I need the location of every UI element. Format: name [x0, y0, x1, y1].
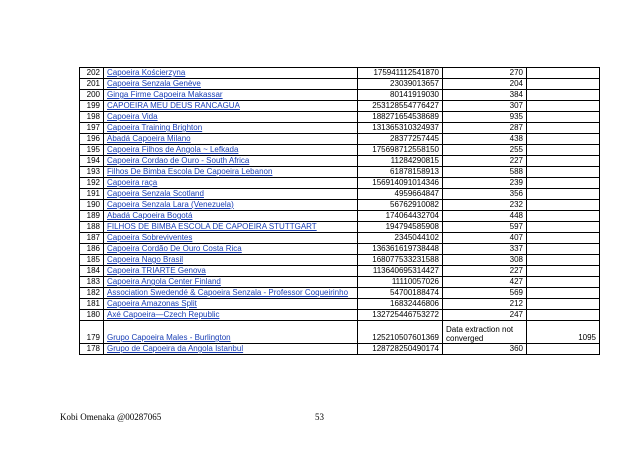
extra-cell — [527, 79, 600, 90]
value-cell: 588 — [443, 167, 527, 178]
extra-cell — [527, 255, 600, 266]
name-cell — [104, 167, 358, 178]
rank-cell: 194 — [80, 156, 104, 167]
extra-cell — [527, 244, 600, 255]
table-row — [80, 266, 600, 277]
page-link[interactable]: Association Swedendé & Capoeira Senzala - Professor Coqueirinho — [107, 288, 349, 297]
table-row — [80, 178, 600, 189]
id-cell: 23039013657 — [358, 79, 443, 90]
rank-cell: 187 — [80, 233, 104, 244]
page-link[interactable]: Grupo de Capoeira da Angola Istanbul — [107, 344, 244, 353]
id-cell: 56762910082 — [358, 200, 443, 211]
page-link[interactable]: Capoeira Senzala Lara (Venezuela) — [107, 200, 234, 209]
rank-cell: 191 — [80, 189, 104, 200]
page-link[interactable]: Axé Capoeira—Czech Republic — [107, 310, 220, 319]
value-cell: Data extraction not converged — [443, 321, 527, 344]
id-cell: 253128554776427 — [358, 101, 443, 112]
extra-cell — [527, 277, 600, 288]
page-link[interactable]: Capoeira Training Brighton — [107, 123, 203, 132]
id-cell: 11110057026 — [358, 277, 443, 288]
extra-cell — [527, 68, 600, 79]
value-cell: 270 — [443, 68, 527, 79]
rank-cell: 202 — [80, 68, 104, 79]
table-row — [80, 79, 600, 90]
value-cell: 307 — [443, 101, 527, 112]
page-link[interactable]: Capoeira Senzala Genève — [107, 79, 201, 88]
name-cell — [104, 90, 358, 101]
name-cell — [104, 123, 358, 134]
rank-cell: 183 — [80, 277, 104, 288]
table-row — [80, 211, 600, 222]
table-row — [80, 123, 600, 134]
page-link[interactable]: Capoeira Filhos de Angola ~ Lefkada — [107, 145, 239, 154]
rank-cell: 192 — [80, 178, 104, 189]
table-row — [80, 156, 600, 167]
rank-cell: 195 — [80, 145, 104, 156]
name-cell — [104, 178, 358, 189]
page-link[interactable]: Capoeira Kościerzyna — [107, 68, 186, 77]
rank-cell: 178 — [80, 344, 104, 355]
table-row — [80, 344, 600, 355]
name-cell — [104, 344, 358, 355]
extra-cell — [527, 344, 600, 355]
value-cell: 935 — [443, 112, 527, 123]
rank-cell: 201 — [80, 79, 104, 90]
page-link[interactable]: Capoeira TRIARTE Genova — [107, 266, 206, 275]
extra-cell — [527, 200, 600, 211]
name-cell — [104, 211, 358, 222]
table-row — [80, 90, 600, 101]
value-cell: 255 — [443, 145, 527, 156]
page-link[interactable]: Capoeira Nago Brasil — [107, 255, 184, 264]
extra-cell — [527, 233, 600, 244]
id-cell: 2345044102 — [358, 233, 443, 244]
extra-cell — [527, 112, 600, 123]
table-row — [80, 222, 600, 233]
id-cell: 174064432704 — [358, 211, 443, 222]
table-body — [80, 68, 600, 355]
name-cell — [104, 156, 358, 167]
extra-cell — [527, 167, 600, 178]
id-cell: 54700188474 — [358, 288, 443, 299]
name-cell — [104, 233, 358, 244]
table-row — [80, 288, 600, 299]
name-cell — [104, 101, 358, 112]
rank-cell: 200 — [80, 90, 104, 101]
table-row — [80, 112, 600, 123]
page-link[interactable]: Capoeira Senzala Scotland — [107, 189, 204, 198]
table-row — [80, 233, 600, 244]
id-cell: 125210507601369 — [358, 321, 443, 344]
extra-cell — [527, 211, 600, 222]
rank-cell: 189 — [80, 211, 104, 222]
value-cell: 597 — [443, 222, 527, 233]
extra-cell — [527, 101, 600, 112]
extra-cell — [527, 288, 600, 299]
rank-cell: 198 — [80, 112, 104, 123]
id-cell: 168077533231588 — [358, 255, 443, 266]
page-link[interactable]: Capoeira Amazonas Split — [107, 299, 197, 308]
page-link[interactable]: Capoeira Cordão De Ouro Costa Rica — [107, 244, 242, 253]
page-link[interactable]: Capoeira raça — [107, 178, 158, 187]
table-row — [80, 255, 600, 266]
extra-cell — [527, 189, 600, 200]
rank-cell: 196 — [80, 134, 104, 145]
id-cell: 156914091014346 — [358, 178, 443, 189]
name-cell — [104, 288, 358, 299]
rank-cell: 179 — [80, 321, 104, 344]
rank-cell: 199 — [80, 101, 104, 112]
value-cell: 427 — [443, 277, 527, 288]
rank-cell: 193 — [80, 167, 104, 178]
table-row — [80, 134, 600, 145]
id-cell: 28377257445 — [358, 134, 443, 145]
table-row — [80, 68, 600, 79]
page-link[interactable]: Filhos De Bimba Escola De Capoeira Lebanon — [107, 167, 273, 176]
value-cell: 569 — [443, 288, 527, 299]
value-cell: 356 — [443, 189, 527, 200]
page-link[interactable]: Capoeira Vida — [107, 112, 158, 121]
rank-cell: 197 — [80, 123, 104, 134]
name-cell — [104, 266, 358, 277]
id-cell: 175698712558150 — [358, 145, 443, 156]
data-table — [79, 67, 600, 355]
id-cell: 188271654538689 — [358, 112, 443, 123]
table-row — [80, 145, 600, 156]
rank-cell: 185 — [80, 255, 104, 266]
value-cell: 287 — [443, 123, 527, 134]
value-cell: 438 — [443, 134, 527, 145]
id-cell: 128728250490174 — [358, 344, 443, 355]
extra-cell — [527, 222, 600, 233]
footer-author: Kobi Omenaka @00287065 — [60, 412, 162, 422]
value-cell: 448 — [443, 211, 527, 222]
id-cell: 16832446806 — [358, 299, 443, 310]
page-link[interactable]: Grupo Capoeira Males - Burlington — [107, 333, 231, 342]
table-row — [80, 167, 600, 178]
table-row — [80, 101, 600, 112]
name-cell — [104, 255, 358, 266]
extra-cell — [527, 123, 600, 134]
rank-cell: 186 — [80, 244, 104, 255]
name-cell — [104, 310, 358, 321]
extra-cell — [527, 299, 600, 310]
name-cell — [104, 222, 358, 233]
page-link[interactable]: Abadá Capoeira Milano — [107, 134, 191, 143]
id-cell: 131365310324937 — [358, 123, 443, 134]
id-cell: 4959664847 — [358, 189, 443, 200]
name-cell — [104, 112, 358, 123]
rank-cell: 182 — [80, 288, 104, 299]
extra-cell — [527, 156, 600, 167]
id-cell: 175941112541870 — [358, 68, 443, 79]
extra-cell — [527, 90, 600, 101]
id-cell: 61878158913 — [358, 167, 443, 178]
rank-cell: 184 — [80, 266, 104, 277]
name-cell — [104, 68, 358, 79]
id-cell: 11284290815 — [358, 156, 443, 167]
name-cell — [104, 189, 358, 200]
page-link[interactable]: CAPOEIRA MEU DEUS RANCAGUA — [107, 101, 240, 110]
value-cell: 204 — [443, 79, 527, 90]
name-cell — [104, 299, 358, 310]
value-cell: 232 — [443, 200, 527, 211]
id-cell: 80141919030 — [358, 90, 443, 101]
value-cell: 212 — [443, 299, 527, 310]
rank-cell: 180 — [80, 310, 104, 321]
table-row — [80, 310, 600, 321]
id-cell: 113640695314427 — [358, 266, 443, 277]
name-cell — [104, 79, 358, 90]
value-cell: 239 — [443, 178, 527, 189]
value-cell: 247 — [443, 310, 527, 321]
extra-cell — [527, 266, 600, 277]
extra-cell: 1095 — [527, 321, 600, 344]
value-cell: 227 — [443, 156, 527, 167]
id-cell: 194794585908 — [358, 222, 443, 233]
table-row — [80, 200, 600, 211]
rank-cell: 181 — [80, 299, 104, 310]
rank-cell: 188 — [80, 222, 104, 233]
value-cell: 227 — [443, 266, 527, 277]
name-cell — [104, 244, 358, 255]
value-cell: 337 — [443, 244, 527, 255]
name-cell — [104, 145, 358, 156]
extra-cell — [527, 310, 600, 321]
rank-cell: 190 — [80, 200, 104, 211]
value-cell: 407 — [443, 233, 527, 244]
table-row — [80, 189, 600, 200]
id-cell: 136361619738448 — [358, 244, 443, 255]
table-row — [80, 277, 600, 288]
name-cell — [104, 321, 358, 344]
extra-cell — [527, 134, 600, 145]
table-row — [80, 244, 600, 255]
page-link[interactable]: Capoeira Angola Center Finland — [107, 277, 221, 286]
page-link[interactable]: Capoeira Sobreviventes — [107, 233, 193, 242]
page-link[interactable]: Abadá Capoeira Bogotá — [107, 211, 193, 220]
page-link[interactable]: FILHOS DE BIMBA ESCOLA DE CAPOEIRA STUTTGART — [107, 222, 317, 231]
table-row — [80, 299, 600, 310]
table-row — [80, 321, 600, 344]
extra-cell — [527, 145, 600, 156]
extra-cell — [527, 178, 600, 189]
value-cell: 384 — [443, 90, 527, 101]
page-link[interactable]: Ginga Firme Capoeira Makassar — [107, 90, 223, 99]
page-link[interactable]: Capoeira Cordao de Ouro - South Africa — [107, 156, 250, 165]
name-cell — [104, 277, 358, 288]
name-cell — [104, 134, 358, 145]
name-cell — [104, 200, 358, 211]
value-cell: 360 — [443, 344, 527, 355]
value-cell: 308 — [443, 255, 527, 266]
id-cell: 132725446753272 — [358, 310, 443, 321]
page-number: 53 — [315, 412, 324, 422]
